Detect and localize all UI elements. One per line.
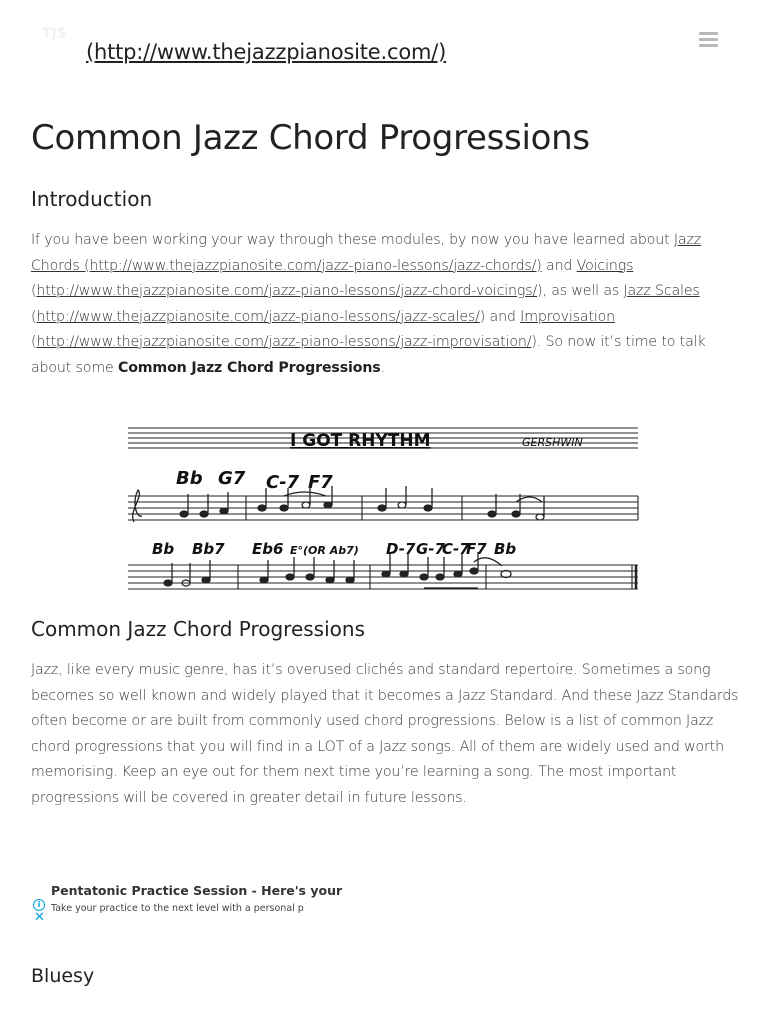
sheet-composer: GERSHWIN bbox=[522, 436, 583, 449]
jazz-chords-link[interactable]: Jazz bbox=[673, 232, 702, 248]
menu-bar bbox=[699, 32, 718, 35]
intro-line bbox=[31, 305, 737, 331]
menu-bar bbox=[699, 38, 718, 41]
paragraph-line: often become or are built from commonly used chord progressions. Below is a list of common Jazz bbox=[31, 713, 714, 730]
logo-ghost: TJS bbox=[42, 26, 67, 42]
chord-label: Bb bbox=[494, 540, 517, 558]
section-heading-bluesy: Bluesy bbox=[31, 965, 95, 987]
intro-text: If you have been working your way through these modules, by now you have learned about bbox=[31, 232, 674, 248]
chord-label: G-7 bbox=[416, 540, 445, 558]
intro-text: ( bbox=[31, 283, 37, 300]
intro-text: ) and bbox=[479, 308, 521, 325]
voicings-url-link[interactable]: http://www.thejazzpianosite.com/jazz-piano-lessons/jazz-chord-voicings/ bbox=[36, 283, 538, 300]
intro-paragraph bbox=[31, 228, 737, 382]
chord-label: F7 bbox=[308, 472, 333, 493]
ad-subtitle[interactable]: Take your practice to the next level with a personal p bbox=[51, 903, 304, 914]
ad-title[interactable]: Pentatonic Practice Session - Here's your bbox=[51, 883, 343, 898]
intro-line bbox=[31, 330, 737, 356]
paragraph-line: progressions will be covered in greater detail in future lessons. bbox=[31, 789, 467, 806]
voicings-link[interactable]: Voicings bbox=[576, 257, 634, 274]
intro-text: ( bbox=[31, 334, 37, 351]
improvisation-link[interactable]: Improvisation bbox=[520, 308, 616, 325]
chord-label: F7 bbox=[466, 540, 487, 558]
intro-line bbox=[31, 279, 737, 305]
intro-line bbox=[31, 254, 737, 280]
hamburger-menu-icon[interactable] bbox=[699, 32, 718, 50]
advertisement-banner[interactable] bbox=[31, 880, 343, 928]
jazz-scales-url-link[interactable]: http://www.thejazzpianosite.com/jazz-piano-lessons/jazz-scales/ bbox=[36, 308, 480, 325]
improvisation-url-link[interactable]: http://www.thejazzpianosite.com/jazz-piano-lessons/jazz-improvisation/ bbox=[36, 334, 532, 351]
intro-text: ), as well as bbox=[537, 283, 624, 300]
paragraph-line: Jazz, like every music genre, has it’s overused clichés and standard repertoire. Sometimes a song bbox=[31, 662, 711, 678]
paragraph-line: chord progressions that you will find in a LOT of a Jazz songs. All of them are widely used and worth bbox=[31, 738, 724, 755]
chord-label: C-7 bbox=[442, 540, 470, 558]
chord-label: C-7 bbox=[266, 472, 300, 493]
intro-line bbox=[31, 228, 737, 254]
jazz-chords-url-link[interactable]: Chords (http://www.thejazzpianosite.com/jazz-piano-lessons/jazz-chords/) bbox=[31, 257, 542, 274]
paragraph-line: memorising. Keep an eye out for them next time you’re learning a song. The most important bbox=[31, 764, 677, 781]
section-heading-introduction: Introduction bbox=[31, 187, 153, 211]
ad-info-icon[interactable]: i bbox=[33, 899, 45, 911]
ad-close-icon[interactable]: ✕ bbox=[34, 910, 45, 925]
sheet-music-image bbox=[124, 422, 644, 598]
chord-label: Bb bbox=[176, 468, 203, 489]
intro-text: and bbox=[541, 257, 577, 274]
jazz-scales-link[interactable]: Jazz Scales bbox=[623, 283, 700, 300]
intro-text: . bbox=[380, 359, 385, 376]
intro-line bbox=[31, 356, 737, 382]
site-logo-link[interactable]: (http://www.thejazzpianosite.com/) bbox=[86, 40, 447, 64]
chord-label: Bb7 bbox=[192, 540, 225, 558]
chord-label: Eb6 bbox=[252, 540, 284, 558]
bold-phrase: Common Jazz Chord Progressions bbox=[117, 359, 381, 376]
intro-text: ). So now it’s time to talk bbox=[531, 334, 706, 351]
sheet-title: I GOT RHYTHM bbox=[290, 431, 431, 451]
intro-text: about some bbox=[31, 359, 118, 376]
chord-label: E°(OR Ab7) bbox=[290, 544, 359, 557]
page-title: Common Jazz Chord Progressions bbox=[31, 118, 590, 158]
progressions-paragraph bbox=[31, 658, 737, 812]
chord-label: D-7 bbox=[386, 540, 416, 558]
chord-label: G7 bbox=[218, 468, 246, 489]
menu-bar bbox=[699, 44, 718, 47]
paragraph-line: becomes so well known and widely played that it becomes a Jazz Standard. And these Jazz Standards bbox=[31, 687, 739, 704]
section-heading-progressions: Common Jazz Chord Progressions bbox=[31, 617, 365, 641]
intro-text: ( bbox=[31, 308, 37, 325]
chord-label: Bb bbox=[152, 540, 175, 558]
